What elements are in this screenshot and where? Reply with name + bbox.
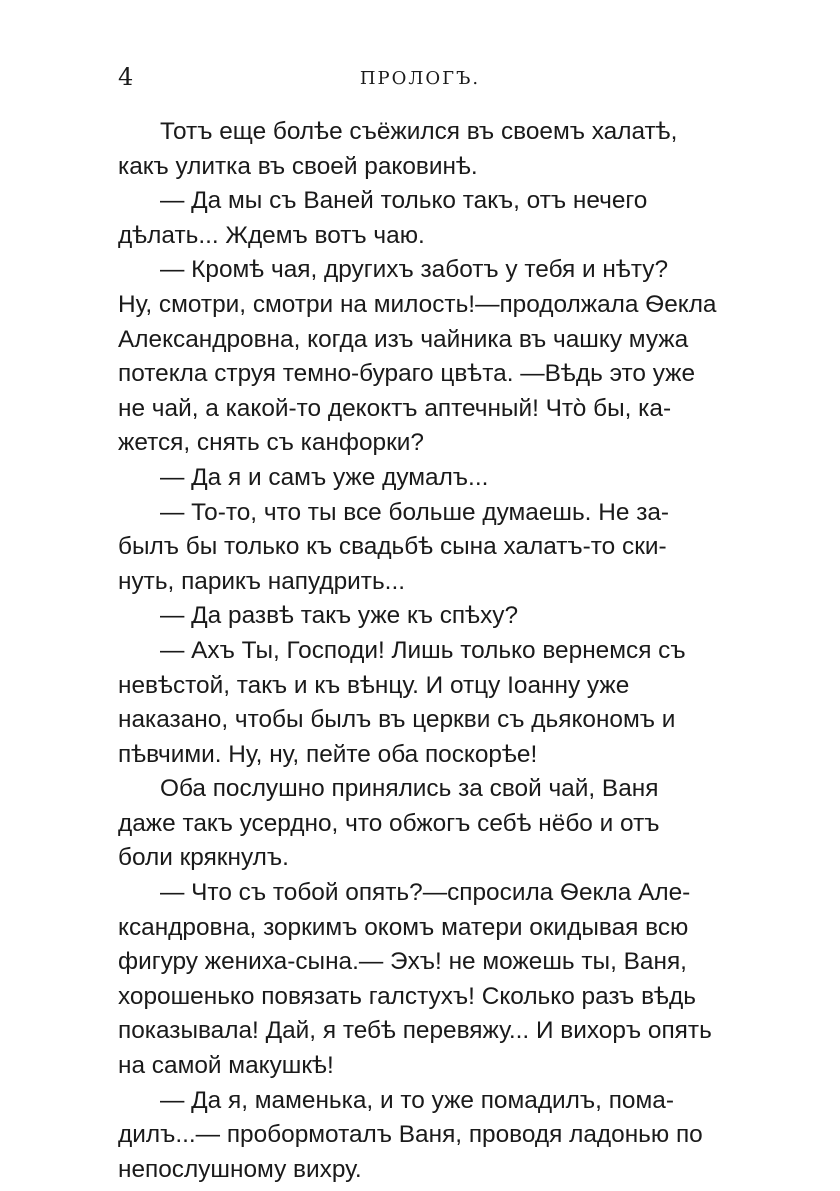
page-body bbox=[118, 115, 721, 1187]
paragraph: — Да я, маменька, и то уже помадилъ, пома- дилъ...— пробормоталъ Ваня, проводя ладонью по непослушному вихру. bbox=[118, 1086, 703, 1183]
paragraph: Тотъ еще болѣе съёжился въ своемъ халатѣ, какъ улитка въ своей раковинѣ. bbox=[118, 118, 678, 180]
page-number: 4 bbox=[118, 63, 134, 91]
paragraph: — Да развѣ такъ уже къ спѣху? bbox=[160, 602, 519, 630]
paragraph: — Что съ тобой опять?—спросила Ѳекла Але- ксандровна, зоркимъ окомъ матери окидывая всю фигуру жениха-сына.— Эхъ! не можешь ты, Ваня, хорошенько повязать галстухъ! Сколько разъ вѣдь показывала! Дай, я тебѣ перевяжу... И вихоръ опять на самой макушкѣ! bbox=[118, 879, 712, 1080]
paragraph: — Кромѣ чая, другихъ заботъ у тебя и нѣту? Ну, смотри, смотри на милость!—продолжала Ѳекла Александровна, когда изъ чайника въ чашку мужа потекла струя темно-бураго цвѣта. —Вѣдь это уже не чай, а какой-то декоктъ аптечный! Что̀ бы, ка- жется, снять съ канфорки? bbox=[118, 256, 717, 457]
paragraph: — Ахъ Ты, Господи! Лишь только вернемся съ невѣстой, такъ и къ вѣнцу. И отцу Іоанну уже наказано, чтобы былъ въ церкви съ дьякономъ и пѣвчими. Ну, ну, пейте оба поскорѣе! bbox=[118, 636, 686, 768]
running-title: ПРОЛОГЪ. bbox=[359, 68, 481, 89]
paragraph: — Да я и самъ уже думалъ... bbox=[160, 463, 489, 491]
paragraph: Оба послушно принялись за свой чай, Ваня даже такъ усердно, что обжогъ себѣ нёбо и отъ боли крякнулъ. bbox=[118, 775, 660, 872]
paragraph: — Да мы съ Ваней только такъ, отъ нечего дѣлать... Ждемъ вотъ чаю. bbox=[118, 187, 648, 249]
paragraph: — То-то, что ты все больше думаешь. Не за- былъ бы только къ свадьбѣ сына халатъ-то ски- нуть, парикъ напудрить... bbox=[118, 498, 670, 595]
